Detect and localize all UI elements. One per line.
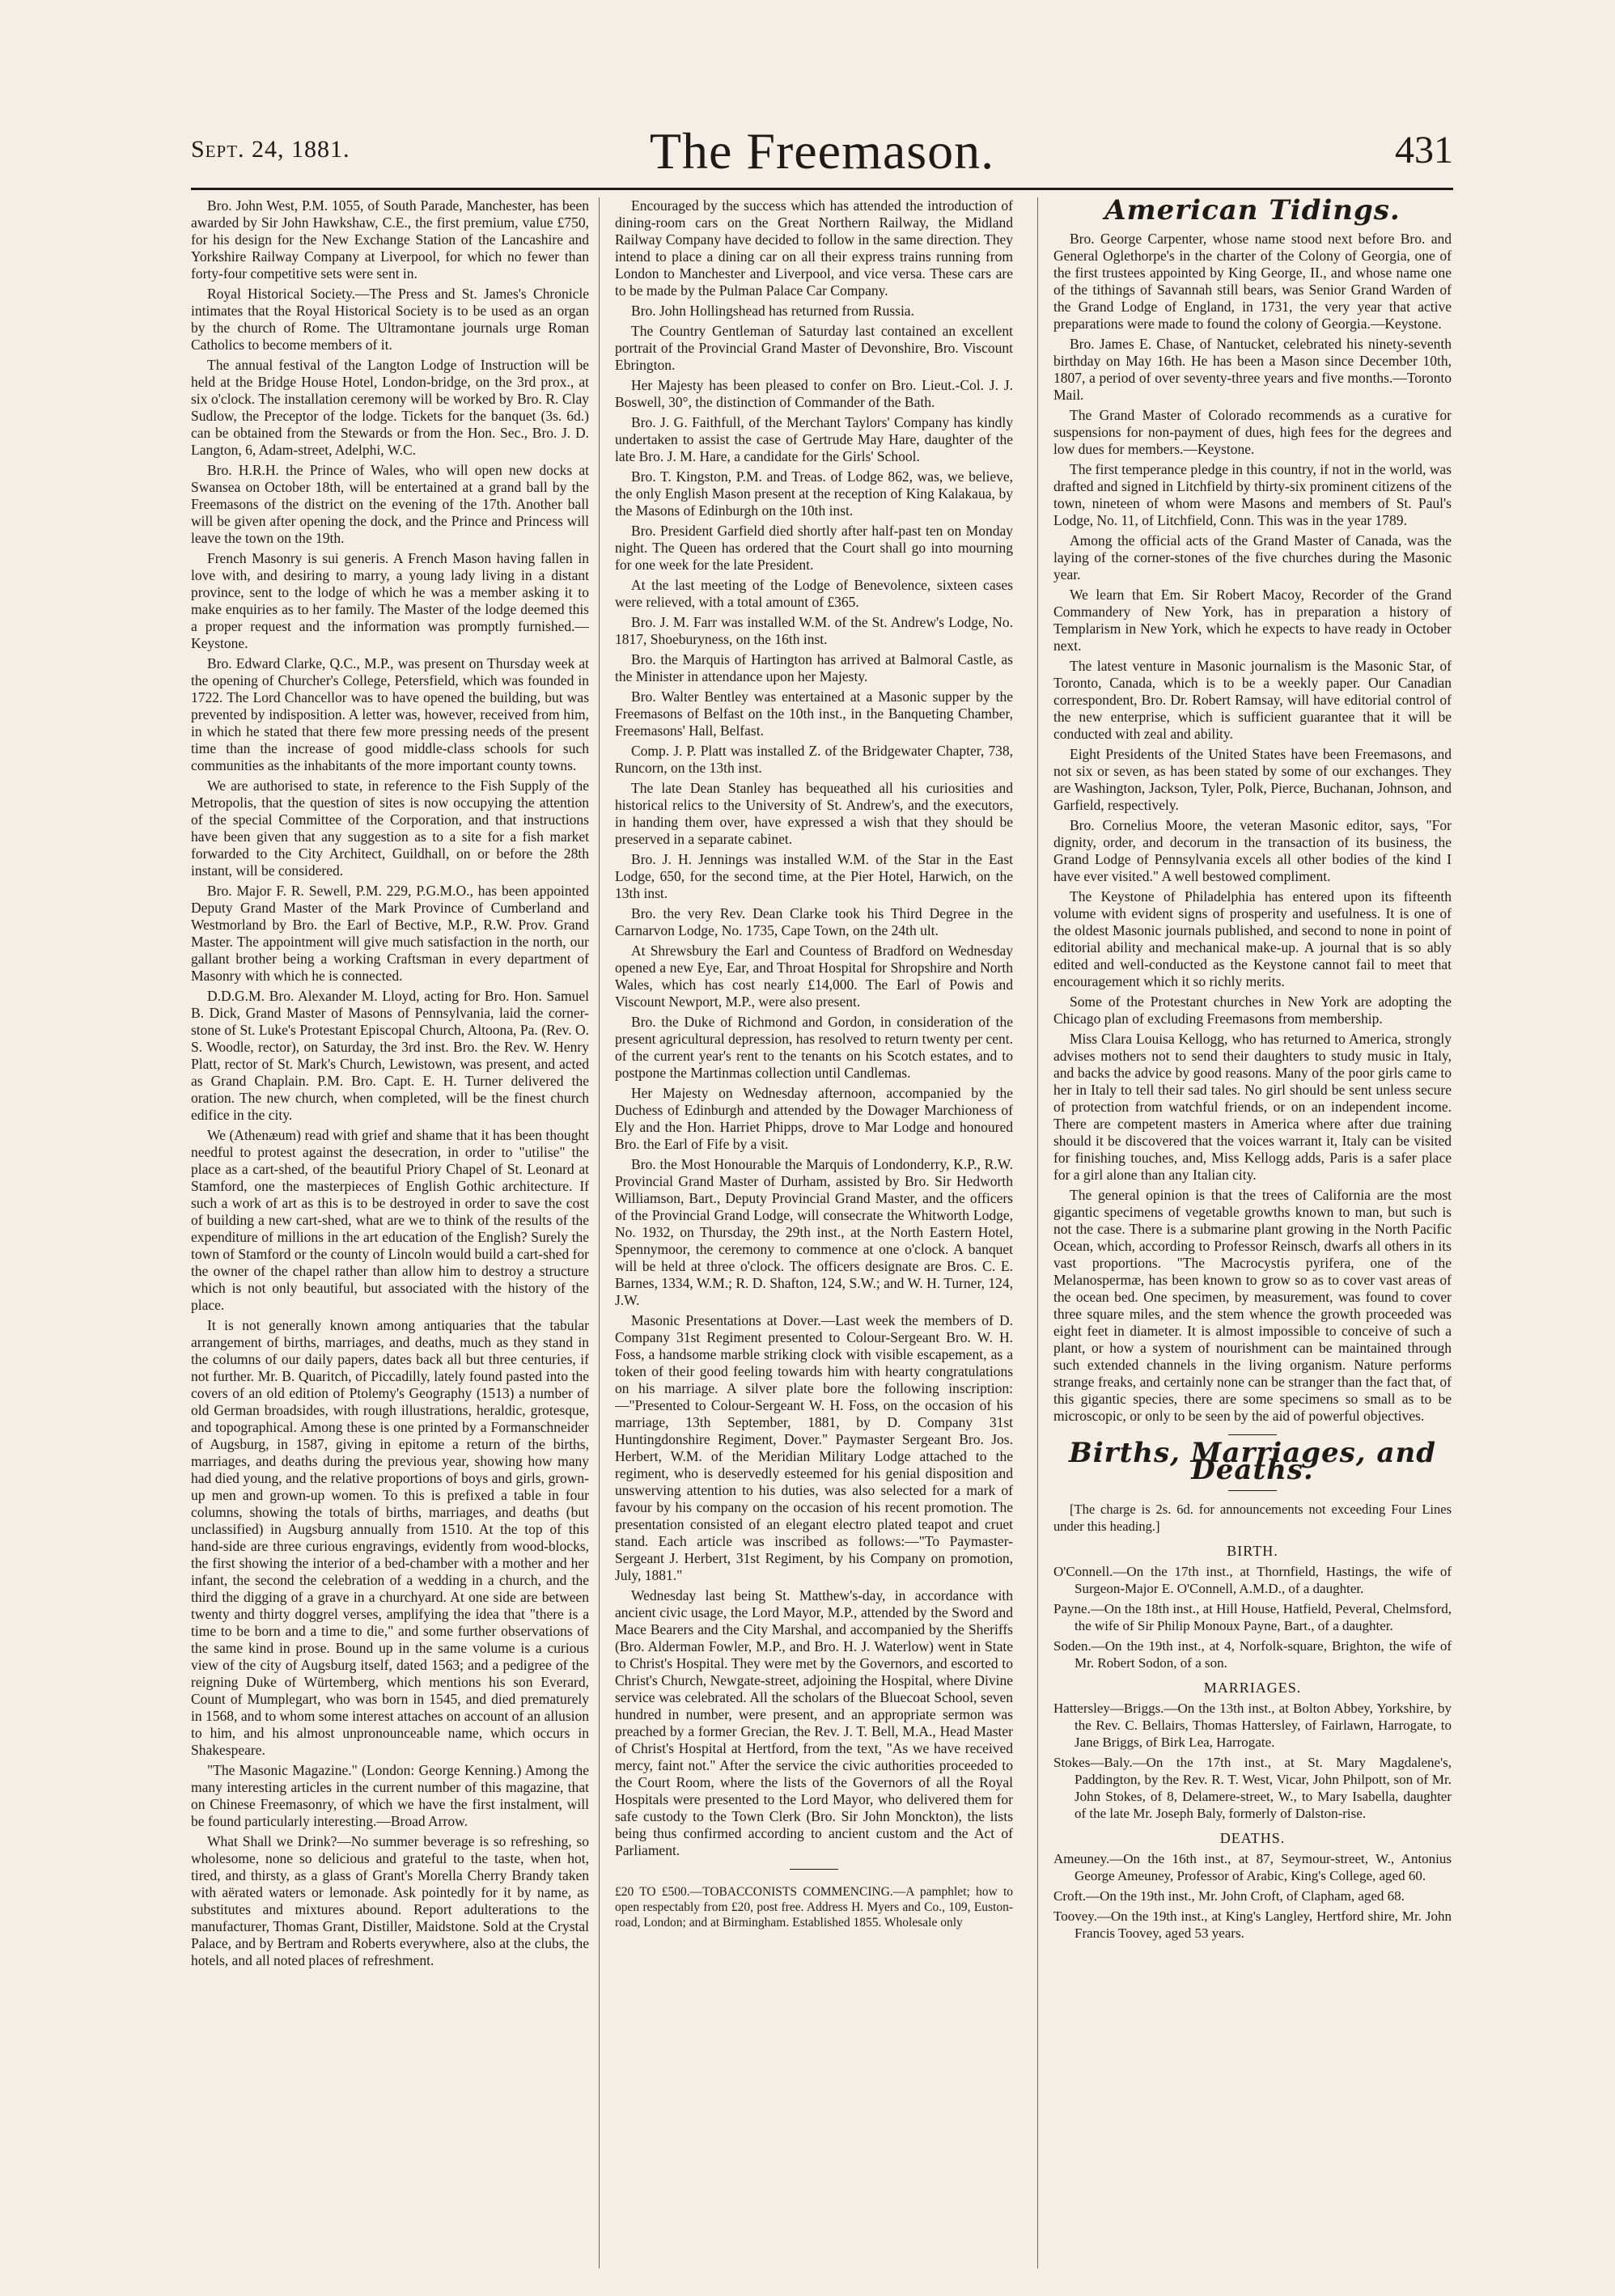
birth-entry: O'Connell.—On the 17th inst., at Thornfield, Hastings, the wife of Surgeon-Major E. O'Connell, A.M.D., of a daughter. [1053,1564,1452,1596]
news-paragraph: Bro. T. Kingston, P.M. and Treas. of Lodge 862, was, we believe, the only English Mason present at the reception of King Kalakaua, by the Masons of Edinburgh on the 10th inst. [615,468,1013,519]
issue-date: Sept. 24, 1881. [191,136,350,163]
column-divider [599,197,600,2268]
news-paragraph: Bro. George Carpenter, whose name stood next before Bro. and General Oglethorpe's in the charter of the Colony of Georgia, one of the first trustees appointed by King George, II., and whose name one of the tithings of Savannah still bears, was Senior Grand Warden of the Grand Lodge of England, in 1731, the very year that active preparations were made to found the colony of Georgia.—Keystone. [1053,231,1452,332]
page-number: 431 [1395,129,1453,172]
death-entry: Croft.—On the 19th inst., Mr. John Croft, of Clapham, aged 68. [1053,1888,1405,1904]
news-paragraph: The Keystone of Philadelphia has entered upon its fifteenth volume with evident signs of prosperity and usefulness. It is one of the oldest Masonic journals published, and second to none in point of editorial ability and mechanical make-up. A journal that is so ably edited and well-conducted as the Keystone cannot fail to meet that encouragement which it so richly merits. [1053,888,1452,989]
birth-entry: Soden.—On the 19th inst., at 4, Norfolk-square, Brighton, the wife of Mr. Robert Sodon, of a son. [1053,1638,1452,1671]
news-paragraph: The general opinion is that the trees of California are the most gigantic specimens of vegetable growths known to man, but such is not the case. There is a submarine plant growing in the North Pacific Ocean, which, according to Professor Reinsch, dwarfs all others in its vast proportions. "The Macrocystis pyrifera, one of the Melanospermæ, has been known to grow so as to cover vast areas of the ocean bed. One specimen, by measurement, was found to cover three square miles, and the stem whence the growth proceeded was eight feet in diameter. It is almost impossible to conceive of such a plant, or how a system of nourishment can be maintained through such extended channels in the living organism. Nature performs strange freaks, and certainly none can be stranger than the fact that, of this gigantic species, there are some specimens so small as to be microscopic, or only to be seen by the aid of powerful objectives. [1053,1187,1452,1424]
news-paragraph: Bro. the Marquis of Hartington has arrived at Balmoral Castle, as the Minister in attendance upon her Majesty. [615,651,1013,684]
news-paragraph: Bro. John West, P.M. 1055, of South Parade, Manchester, has been awarded by Sir John Hawkshaw, C.E., the first premium, value £750, for his design for the New Exchange Station of the Lancashire and Yorkshire Railway Company at Liverpool, for which no fewer than forty-four competitive sets were sent in. [191,197,589,282]
news-paragraph: French Masonry is sui generis. A French Mason having fallen in love with, and desiring to marry, a young lady living in a distant province, sent to the lodge of which he was a member asking it to make enquiries as to her family. The Master of the lodge deemed this a proper request and the information was promptly furnished.—Keystone. [191,550,589,651]
news-paragraph: Bro. James E. Chase, of Nantucket, celebrated his ninety-seventh birthday on May 16th. He has been a Mason since December 10th, 1807, a period of over seventy-three years and five months.—Toronto Mail. [1053,336,1452,403]
news-paragraph: At Shrewsbury the Earl and Countess of Bradford on Wednesday opened a new Eye, Ear, and Throat Hospital for Shropshire and North Wales, which has cost nearly £14,000. The Earl of Powis and Viscount Newport, M.P., were also present. [615,943,1013,1010]
news-paragraph: Bro. the Most Honourable the Marquis of Londonderry, K.P., R.W. Provincial Grand Master of Durham, assisted by Bro. Sir Hedworth Williamson, Bart., Deputy Provincial Grand Master, and the officers of the Provincial Grand Lodge, will consecrate the Whitworth Lodge, No. 1932, on Thursday, the 29th inst., at the North Eastern Hotel, Spennymoor, the ceremony to commence at one o'clock. A banquet will be held at three o'clock. The officers designate are Bros. C. E. Barnes, 1334, W.M.; R. D. Shafton, 124, S.W.; and W. H. Turner, 124, J.W. [615,1156,1013,1308]
news-paragraph: The late Dean Stanley has bequeathed all his curiosities and historical relics to the University of St. Andrew's, and the executors, in handing them over, have expressed a wish that they should be preserved in a separate cabinet. [615,780,1013,847]
news-paragraph: Her Majesty on Wednesday afternoon, accompanied by the Duchess of Edinburgh and attended by the Dowager Marchioness of Ely and the Hon. Harriet Phipps, drove to Mar Lodge and honoured Bro. the Earl of Fife by a visit. [615,1085,1013,1152]
births-heading: BIRTH. [1227,1543,1278,1559]
news-paragraph: Bro. Major F. R. Sewell, P.M. 229, P.G.M.O., has been appointed Deputy Grand Master of the Mark Province of Cumberland and Westmorland by Bro. the Earl of Bective, M.P., R.W. Prov. Grand Master. The appointment will give much satisfaction in the north, our gallant brother being a working Craftsman in every department of Masonry with which he is connected. [191,883,589,984]
deaths-heading: DEATHS. [1219,1830,1286,1846]
masthead [191,121,1453,186]
news-paragraph: Bro. John Hollingshead has returned from Russia. [631,303,914,319]
column-3 [1053,197,1452,2277]
news-paragraph: The first temperance pledge in this country, if not in the world, was drafted and signed in Litchfield by thirty-six prominent citizens of the town, nineteen of whom were Masons and members of St. Paul's Lodge, No. 11, of Litchfield, Conn. This was in the year 1789. [1053,461,1452,528]
news-paragraph: Bro. J. G. Faithfull, of the Merchant Taylors' Company has kindly undertaken to assist the case of Gertrude May Hare, daughter of the late Bro. J. M. Hare, a candidate for the Girls' School. [615,414,1013,464]
column-1 [191,197,589,2277]
news-paragraph: Bro. Walter Bentley was entertained at a Masonic supper by the Freemasons of Belfast on the 10th inst., in the Banqueting Chamber, Freemasons' Hall, Belfast. [615,688,1013,739]
announcement-note: [The charge is 2s. 6d. for announcements not exceeding Four Lines under this heading.] [1053,1502,1452,1534]
divider-ornament [790,1869,838,1870]
death-entry: Toovey.—On the 19th inst., at King's Langley, Hertford shire, Mr. John Francis Toovey, aged 53 years. [1053,1908,1452,1941]
news-paragraph: Bro. J. M. Farr was installed W.M. of the St. Andrew's Lodge, No. 1817, Shoeburyness, on the 16th inst. [615,614,1013,647]
newspaper-title: The Freemason. [649,122,995,180]
news-paragraph: Bro. President Garfield died shortly after half-past ten on Monday night. The Queen has ordered that the Court shall go into mourning for one week for the late President. [615,523,1013,573]
news-paragraph: Masonic Presentations at Dover.—Last week the members of D. Company 31st Regiment presented to Colour-Sergeant Bro. W. H. Foss, a handsome marble striking clock with visible escapement, as a token of their good feeling towards him with hearty congratulations on his marriage. A silver plate bore the following inscription:—"Presented to Colour-Sergeant W. H. Foss, on the occasion of his marriage, 13th September, 1881, by D. Company 31st Huntingdonshire Regiment, Dover." Paymaster Sergeant Bro. Jos. Herbert, W.M. of the Meridian Military Lodge attached to the regiment, who is deservedly esteemed for his genial disposition and unswerving attention to his duties, was also selected for a mark of favour by his company on the occasion of his recent promotion. The presentation consisted of an elegant electro plated teapot and cruet stand. Each article was inscribed as follows:—"To Paymaster-Sergeant J. Herbert, 31st Regiment, by his Company on promotion, July, 1881." [615,1312,1013,1583]
news-paragraph: Wednesday last being St. Matthew's-day, in accordance with ancient civic usage, the Lord Mayor, M.P., attended by the Sword and Mace Bearers and the City Marshal, and accompanied by the Sheriffs (Bro. Alderman Fowler, M.P., and Bro. H. J. Waterlow) went in State to Christ's Hospital. They were met by the Governors, and escorted to Christ's Church, Newgate-street, adjoining the Hospital, where Divine service was celebrated. All the scholars of the Bluecoat School, seven hundred in number, were present, and an appropriate sermon was preached by a former Grecian, the Rev. J. T. Bell, M.A., Head Master of Christ's Hospital at Hertford, from the text, "As we have received mercy, faint not." After the service the civic authorities proceeded to the Court Room, where the lists of the Governors of all the Royal Hospitals were presented to the Lord Mayor, who delivered them for safe custody to the Town Clerk (Bro. Sir John Monckton), the lists being thus confirmed according to ancient custom and the Act of Parliament. [615,1587,1013,1858]
column-divider [1037,197,1038,2268]
news-paragraph: Her Majesty has been pleased to confer on Bro. Lieut.-Col. J. J. Boswell, 30°, the distinction of Commander of the Bath. [615,377,1013,410]
news-paragraph: Royal Historical Society.—The Press and St. James's Chronicle intimates that the Royal Historical Society is to be used as an organ by the church of Rome. The Ultramontane journals urge Roman Catholics to become members of it. [191,286,589,353]
marriages-heading: MARRIAGES. [1203,1680,1302,1696]
news-paragraph: We learn that Em. Sir Robert Macoy, Recorder of the Grand Commandery of New York, has in preparation a history of Templarism in New York, which he expects to have ready in October next. [1053,587,1452,654]
section-divider [1228,1434,1277,1435]
news-paragraph: Bro. Edward Clarke, Q.C., M.P., was present on Thursday week at the opening of Churcher's College, Petersfield, which was founded in 1722. The Lord Chancellor was to have opened the building, but was prevented by indisposition. A letter was, however, received from him, in which he stated that there few more pressing needs of the present time than the increase of good middle-class schools for such communities as the inhabitants of the more important county towns. [191,655,589,773]
news-paragraph: Encouraged by the success which has attended the introduction of dining-room cars on the Great Northern Railway, the Midland Railway Company have decided to follow in the same direction. They intend to place a dining car on all their express trains running from London to Manchester and Liverpool, and vice versa. These cars are to be made by the Pulman Palace Car Company. [615,197,1013,299]
news-paragraph: We are authorised to state, in reference to the Fish Supply of the Metropolis, that the question of sites is now occupying the attention of the special Committee of the Corporation, and that instructions have been given that any suggestion as to a site for a fish market forwarded to the City Architect, Guildhall, on or before the 28th instant, will be considered. [191,777,589,879]
section-heading-births-marriages-deaths: Births, Marriages, and Deaths. [1069,1437,1436,1486]
death-entry: Ameuney.—On the 16th inst., at 87, Seymour-street, W., Antonius George Ameuney, Professor of Arabic, King's College, aged 60. [1053,1851,1452,1883]
birth-entry: Payne.—On the 18th inst., at Hill House, Hatfield, Peveral, Chelmsford, the wife of Sir Philip Monoux Payne, Bart., of a daughter. [1053,1601,1452,1633]
news-paragraph: It is not generally known among antiquaries that the tabular arrangement of births, marriages, and deaths, much as they stand in the columns of our daily papers, dates back all but three centuries, if not further. Mr. B. Quaritch, of Piccadilly, lately found pasted into the covers of an old edition of Ptolemy's Geography (1513) a number of old German broadsides, with rough illustrations, heraldic, grotesque, and topographical. Among these is one printed by a Formanschneider of Augsburg, in 1587, giving in epitome a return of the births, marriages, and deaths during the previous year, showing how many had died young, and the relative proportions of boys and girls, grown-up men and grown-up women. To this is prefixed a table in four columns, showing the totals of births, marriages, and deaths (but unclassified) in Augsburg annually from 1510. At the top of this hand-side are three curious engravings, evidently from wood-blocks, the first showing the interior of a bed-chamber with a mother and her infant, the second the celebration of a wedding in a church, and the third the digging of a grave in a churchyard. At one side are between twenty and thirty doggrel verses, amplifying the idea that "there is a time to be born and a time to die," and some further observations of the same kind in prose. Bound up in the same volume is a curious view of the city of Augsburg itself, dated 1563; and a pedigree of the reigning Duke of Würtemberg, which mentions his son Everard, Count of Mumplegart, who was born in 1545, and died prematurely in 1568, and to whom some interest attaches on account of an allusion to him, and his almost unpronounceable name, which occurs in Shakespeare. [191,1317,589,1758]
marriage-entry: Stokes—Baly.—On the 17th inst., at St. Mary Magdalene's, Paddington, by the Rev. R. T. West, Vicar, John Philpott, son of Mr. John Stokes, of 8, Delamere-street, W., to Mary Isabella, daughter of the late Mr. Joseph Baly, formerly of Dalston-rise. [1053,1755,1452,1821]
news-paragraph: What Shall we Drink?—No summer beverage is so refreshing, so wholesome, none so delicious and grateful to the taste, when hot, tired, and thirsty, as a glass of Grant's Morella Cherry Brandy taken with aërated waters or lemonade. Ask pointedly for it by name, as substitutes and mixtures abound. Report adulterations to the manufacturer, Thomas Grant, Distiller, Maidstone. Sold at the Crystal Palace, and by Bertram and Roberts everywhere, also at the clubs, the hotels, and all noted places of refreshment. [191,1833,589,1968]
news-paragraph: Eight Presidents of the United States have been Freemasons, and not six or seven, as has been stated by some of our exchanges. They are Washington, Jackson, Tyler, Polk, Pierce, Buchanan, Johnson, and Garfield, respectively. [1053,746,1452,813]
news-paragraph: At the last meeting of the Lodge of Benevolence, sixteen cases were relieved, with a total amount of £365. [615,577,1013,610]
news-paragraph: Bro. H.R.H. the Prince of Wales, who will open new docks at Swansea on October 18th, will be entertained at a grand ball by the Freemasons of the district on the evening of the 17th. Another ball will be given after opening the dock, and the Prince and Princess will leave the town on the 19th. [191,462,589,546]
masthead-rule [191,188,1453,190]
news-paragraph: We (Athenæum) read with grief and shame that it has been thought needful to protest against the desecration, in order to "utilise" the place as a cart-shed, of the beautiful Priory Chapel of St. Leonard at Stamford, one the masterpieces of English Gothic architecture. If such a work of art as this is to be destroyed in order to save the cost of building a new cart-shed, what are we to think of the results of the expenditure of millions in the art education of the English? Surely the town of Stamford or the county of Lincoln would build a cart-shed for the owner of the chapel rather than allow him to destroy a structure which is not only beautiful, but associated with the history of the place. [191,1127,589,1313]
news-paragraph: The latest venture in Masonic journalism is the Masonic Star, of Toronto, Canada, which is to be a weekly paper. Our Canadian correspondent, Bro. Dr. Robert Ramsay, will have editorial control of the new enterprise, which is sufficient guarantee that it will be conducted with zeal and ability. [1053,658,1452,742]
advertisement: £20 TO £500.—TOBACCONISTS COMMENCING.—A pamphlet; how to open respectably from £20, post free. Address H. Myers and Co., 109, Euston-road, London; and at Birmingham. Established 1855. Wholesale only [615,1885,1013,1930]
news-paragraph: Bro. Cornelius Moore, the veteran Masonic editor, says, "For dignity, order, and decorum in the transaction of its business, the Grand Lodge of Pennsylvania excels all other bodies of the kind I have ever visited." A well bestowed compliment. [1053,817,1452,884]
news-paragraph: D.D.G.M. Bro. Alexander M. Lloyd, acting for Bro. Hon. Samuel B. Dick, Grand Master of Masons of Pennsylvania, laid the corner-stone of St. Luke's Protestant Episcopal Church, Altoona, Pa. (Rev. O. S. Woodle, rector), on Saturday, the 3rd inst. Bro. the Rev. W. Henry Platt, rector of St. Mark's Church, Lewistown, was present, and acted as Grand Chaplain. P.M. Bro. Capt. E. H. Turner delivered the oration. The new church, when completed, will be the finest church edifice in the city. [191,988,589,1123]
news-paragraph: "The Masonic Magazine." (London: George Kenning.) Among the many interesting articles in the current number of this magazine, that on Chinese Freemasonry, of which we have the first instalment, will be found particularly interesting.—Broad Arrow. [191,1762,589,1829]
news-paragraph: The Country Gentleman of Saturday last contained an excellent portrait of the Provincial Grand Master of Devonshire, Bro. Viscount Ebrington. [615,323,1013,373]
news-paragraph: Some of the Protestant churches in New York are adopting the Chicago plan of excluding Freemasons from membership. [1053,993,1452,1027]
news-paragraph: The annual festival of the Langton Lodge of Instruction will be held at the Bridge House Hotel, London-bridge, on the 3rd prox., at six o'clock. The installation ceremony will be worked by Bro. R. Clay Sudlow, the Preceptor of the lodge. Tickets for the banquet (3s. 6d.) can be obtained from the Stewards or from the Hon. Sec., Bro. J. D. Langton, 6, Adam-street, Adelphi, W.C. [191,357,589,458]
section-heading-american-tidings: American Tidings. [1104,197,1401,227]
section-divider [1228,1490,1277,1491]
news-paragraph: Bro. J. H. Jennings was installed W.M. of the Star in the East Lodge, 650, for the second time, at the Pier Hotel, Harwich, on the 13th inst. [615,851,1013,901]
news-paragraph: Bro. the very Rev. Dean Clarke took his Third Degree in the Carnarvon Lodge, No. 1735, Cape Town, on the 24th ult. [615,905,1013,938]
news-paragraph: Miss Clara Louisa Kellogg, who has returned to America, strongly advises mothers not to send their daughters to study music in Italy, and backs the advice by good reasons. Many of the poor girls came to her in Italy to tell their sad tales. No girl should be sent unless secure of protection from watchful friends, or on an independent income. There are competent masters in America where after due training should it be discovered that the voices warrant it, Italy can be visited for finishing touches, and, Miss Kellogg adds, Paris is a safer place for a girl alone than any Italian city. [1053,1031,1452,1183]
news-paragraph: Bro. the Duke of Richmond and Gordon, in consideration of the present agricultural depression, has resolved to return twenty per cent. of the current year's rent to the tenants on his Scotch estates, and to postpone the Martinmas collection until Candlemas. [615,1014,1013,1081]
news-paragraph: The Grand Master of Colorado recommends as a curative for suspensions for non-payment of dues, high fees for the degrees and low dues for members.—Keystone. [1053,407,1452,457]
column-2 [615,197,1013,2277]
marriage-entry: Hattersley—Briggs.—On the 13th inst., at Bolton Abbey, Yorkshire, by the Rev. C. Bellairs, Thomas Hattersley, of Fairlawn, Harrogate, to Jane Briggs, of Birk Lea, Harrogate. [1053,1701,1452,1750]
news-paragraph: Among the official acts of the Grand Master of Canada, was the laying of the corner-stones of the five churches during the Masonic year. [1053,532,1452,582]
news-paragraph: Comp. J. P. Platt was installed Z. of the Bridgewater Chapter, 738, Runcorn, on the 13th inst. [615,743,1013,776]
